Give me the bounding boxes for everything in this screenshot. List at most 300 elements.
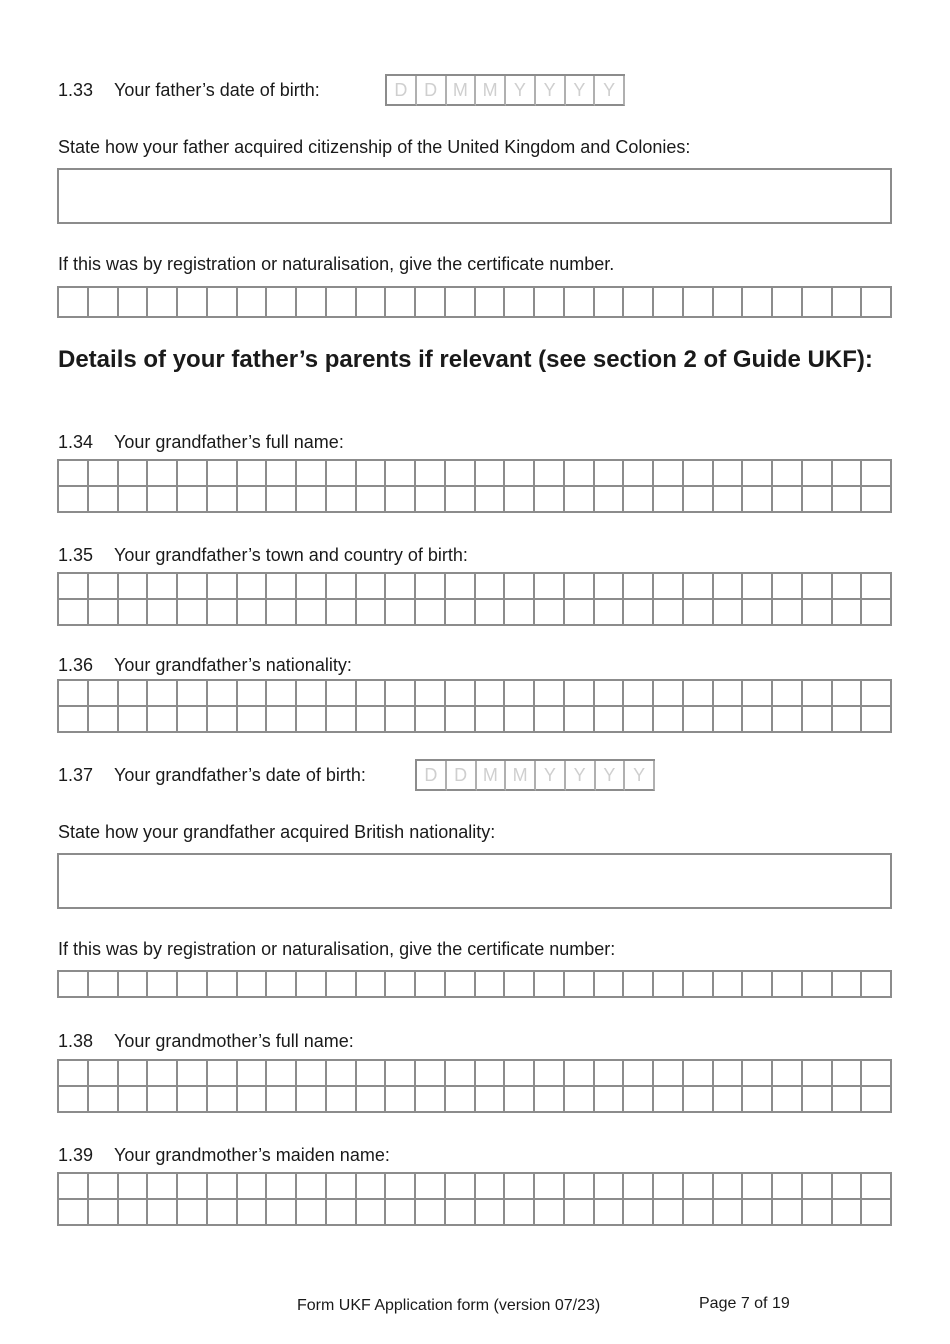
character-box[interactable] bbox=[624, 1174, 654, 1200]
character-box[interactable] bbox=[238, 972, 268, 998]
character-box[interactable] bbox=[59, 600, 89, 626]
character-box[interactable] bbox=[743, 707, 773, 733]
character-box[interactable] bbox=[565, 1061, 595, 1087]
character-box[interactable] bbox=[684, 461, 714, 487]
character-box[interactable] bbox=[89, 1087, 119, 1113]
character-box[interactable] bbox=[267, 574, 297, 600]
character-box[interactable] bbox=[297, 487, 327, 513]
character-box[interactable] bbox=[178, 600, 208, 626]
character-box[interactable] bbox=[743, 461, 773, 487]
grandfather-dob-input[interactable] bbox=[415, 759, 655, 791]
character-box[interactable] bbox=[59, 972, 89, 998]
character-box[interactable] bbox=[743, 1174, 773, 1200]
character-box[interactable] bbox=[386, 681, 416, 707]
character-box[interactable] bbox=[148, 461, 178, 487]
character-box[interactable] bbox=[148, 600, 178, 626]
character-box[interactable] bbox=[416, 707, 446, 733]
character-box[interactable] bbox=[684, 972, 714, 998]
character-box[interactable] bbox=[565, 1087, 595, 1113]
character-box[interactable] bbox=[357, 461, 387, 487]
character-box[interactable] bbox=[476, 1174, 506, 1200]
character-box[interactable] bbox=[803, 1087, 833, 1113]
character-box[interactable] bbox=[416, 487, 446, 513]
character-box[interactable] bbox=[238, 288, 268, 318]
character-box[interactable] bbox=[357, 707, 387, 733]
character-box[interactable] bbox=[148, 972, 178, 998]
character-box[interactable] bbox=[624, 1200, 654, 1226]
character-box[interactable] bbox=[714, 600, 744, 626]
character-box[interactable] bbox=[267, 600, 297, 626]
grandfather-birthplace-input[interactable] bbox=[57, 572, 892, 626]
character-box[interactable] bbox=[684, 574, 714, 600]
character-box[interactable] bbox=[446, 707, 476, 733]
character-box[interactable] bbox=[297, 574, 327, 600]
character-box[interactable] bbox=[59, 1200, 89, 1226]
character-box[interactable] bbox=[535, 1087, 565, 1113]
character-box[interactable] bbox=[803, 1200, 833, 1226]
grandfather-certificate-input[interactable] bbox=[57, 970, 892, 998]
character-box[interactable] bbox=[238, 1174, 268, 1200]
character-box[interactable] bbox=[327, 461, 357, 487]
character-box[interactable] bbox=[297, 1200, 327, 1226]
date-box[interactable]: M bbox=[506, 761, 536, 791]
character-box[interactable] bbox=[535, 600, 565, 626]
character-box[interactable] bbox=[773, 707, 803, 733]
character-box[interactable] bbox=[714, 681, 744, 707]
character-box[interactable] bbox=[327, 600, 357, 626]
character-box[interactable] bbox=[862, 1174, 892, 1200]
character-box[interactable] bbox=[59, 1174, 89, 1200]
character-box[interactable] bbox=[178, 461, 208, 487]
character-box[interactable] bbox=[505, 1061, 535, 1087]
character-box[interactable] bbox=[565, 487, 595, 513]
character-box[interactable] bbox=[357, 972, 387, 998]
character-box[interactable] bbox=[416, 600, 446, 626]
character-box[interactable] bbox=[327, 574, 357, 600]
character-box[interactable] bbox=[178, 1061, 208, 1087]
character-box[interactable] bbox=[505, 1200, 535, 1226]
character-box[interactable] bbox=[476, 972, 506, 998]
character-box[interactable] bbox=[684, 1174, 714, 1200]
character-box[interactable] bbox=[59, 707, 89, 733]
character-box[interactable] bbox=[535, 574, 565, 600]
character-box[interactable] bbox=[714, 707, 744, 733]
character-box[interactable] bbox=[119, 1061, 149, 1087]
character-box[interactable] bbox=[595, 681, 625, 707]
character-box[interactable] bbox=[803, 288, 833, 318]
character-box[interactable] bbox=[862, 972, 892, 998]
character-box[interactable] bbox=[416, 1174, 446, 1200]
character-box[interactable] bbox=[684, 681, 714, 707]
character-box[interactable] bbox=[476, 1200, 506, 1226]
character-box[interactable] bbox=[386, 1174, 416, 1200]
character-box[interactable] bbox=[59, 574, 89, 600]
character-box[interactable] bbox=[327, 972, 357, 998]
character-box[interactable] bbox=[773, 288, 803, 318]
character-box[interactable] bbox=[119, 1087, 149, 1113]
character-box[interactable] bbox=[535, 1061, 565, 1087]
character-box[interactable] bbox=[505, 487, 535, 513]
character-box[interactable] bbox=[803, 574, 833, 600]
character-box[interactable] bbox=[297, 972, 327, 998]
character-box[interactable] bbox=[743, 574, 773, 600]
character-box[interactable] bbox=[535, 487, 565, 513]
character-box[interactable] bbox=[505, 681, 535, 707]
character-box[interactable] bbox=[476, 487, 506, 513]
character-box[interactable] bbox=[565, 1174, 595, 1200]
character-box[interactable] bbox=[178, 574, 208, 600]
character-box[interactable] bbox=[833, 574, 863, 600]
character-box[interactable] bbox=[416, 1061, 446, 1087]
character-box[interactable] bbox=[476, 461, 506, 487]
character-box[interactable] bbox=[833, 1061, 863, 1087]
character-box[interactable] bbox=[357, 1174, 387, 1200]
character-box[interactable] bbox=[505, 707, 535, 733]
character-box[interactable] bbox=[178, 707, 208, 733]
character-box[interactable] bbox=[862, 574, 892, 600]
character-box[interactable] bbox=[773, 600, 803, 626]
character-box[interactable] bbox=[357, 288, 387, 318]
character-box[interactable] bbox=[357, 574, 387, 600]
character-box[interactable] bbox=[89, 1200, 119, 1226]
character-box[interactable] bbox=[833, 1087, 863, 1113]
character-box[interactable] bbox=[267, 972, 297, 998]
character-box[interactable] bbox=[833, 288, 863, 318]
character-box[interactable] bbox=[476, 681, 506, 707]
character-box[interactable] bbox=[148, 487, 178, 513]
character-box[interactable] bbox=[416, 1200, 446, 1226]
character-box[interactable] bbox=[59, 461, 89, 487]
character-box[interactable] bbox=[89, 972, 119, 998]
character-box[interactable] bbox=[178, 972, 208, 998]
character-box[interactable] bbox=[714, 1174, 744, 1200]
character-box[interactable] bbox=[208, 487, 238, 513]
character-box[interactable] bbox=[624, 487, 654, 513]
character-box[interactable] bbox=[178, 487, 208, 513]
character-box[interactable] bbox=[327, 707, 357, 733]
character-box[interactable] bbox=[535, 461, 565, 487]
character-box[interactable] bbox=[238, 487, 268, 513]
character-box[interactable] bbox=[743, 487, 773, 513]
character-box[interactable] bbox=[327, 288, 357, 318]
character-box[interactable] bbox=[684, 1061, 714, 1087]
character-box[interactable] bbox=[357, 600, 387, 626]
character-box[interactable] bbox=[505, 972, 535, 998]
character-box[interactable] bbox=[535, 1200, 565, 1226]
character-box[interactable] bbox=[267, 681, 297, 707]
character-box[interactable] bbox=[476, 574, 506, 600]
character-box[interactable] bbox=[743, 972, 773, 998]
character-box[interactable] bbox=[416, 972, 446, 998]
character-box[interactable] bbox=[654, 1087, 684, 1113]
character-box[interactable] bbox=[714, 1061, 744, 1087]
character-box[interactable] bbox=[148, 1200, 178, 1226]
character-box[interactable] bbox=[773, 681, 803, 707]
character-box[interactable] bbox=[119, 681, 149, 707]
character-box[interactable] bbox=[446, 487, 476, 513]
character-box[interactable] bbox=[773, 1200, 803, 1226]
character-box[interactable] bbox=[862, 1061, 892, 1087]
character-box[interactable] bbox=[59, 681, 89, 707]
character-box[interactable] bbox=[386, 461, 416, 487]
character-box[interactable] bbox=[505, 461, 535, 487]
character-box[interactable] bbox=[684, 288, 714, 318]
character-box[interactable] bbox=[654, 681, 684, 707]
character-box[interactable] bbox=[595, 707, 625, 733]
date-box[interactable]: M bbox=[447, 76, 477, 106]
character-box[interactable] bbox=[416, 574, 446, 600]
character-box[interactable] bbox=[803, 1174, 833, 1200]
character-box[interactable] bbox=[446, 1174, 476, 1200]
character-box[interactable] bbox=[773, 1174, 803, 1200]
character-box[interactable] bbox=[862, 487, 892, 513]
character-box[interactable] bbox=[208, 288, 238, 318]
character-box[interactable] bbox=[357, 1061, 387, 1087]
date-box[interactable]: D bbox=[417, 76, 447, 106]
character-box[interactable] bbox=[89, 681, 119, 707]
character-box[interactable] bbox=[833, 1174, 863, 1200]
character-box[interactable] bbox=[386, 1087, 416, 1113]
character-box[interactable] bbox=[416, 681, 446, 707]
character-box[interactable] bbox=[148, 1174, 178, 1200]
character-box[interactable] bbox=[803, 461, 833, 487]
character-box[interactable] bbox=[595, 1174, 625, 1200]
character-box[interactable] bbox=[833, 461, 863, 487]
character-box[interactable] bbox=[833, 972, 863, 998]
character-box[interactable] bbox=[862, 461, 892, 487]
character-box[interactable] bbox=[714, 574, 744, 600]
date-box[interactable]: Y bbox=[566, 761, 596, 791]
character-box[interactable] bbox=[505, 288, 535, 318]
character-box[interactable] bbox=[833, 681, 863, 707]
character-box[interactable] bbox=[833, 600, 863, 626]
character-box[interactable] bbox=[208, 600, 238, 626]
character-box[interactable] bbox=[238, 1200, 268, 1226]
character-box[interactable] bbox=[714, 972, 744, 998]
character-box[interactable] bbox=[178, 681, 208, 707]
character-box[interactable] bbox=[357, 1087, 387, 1113]
character-box[interactable] bbox=[446, 1087, 476, 1113]
character-box[interactable] bbox=[476, 1061, 506, 1087]
character-box[interactable] bbox=[505, 1087, 535, 1113]
character-box[interactable] bbox=[386, 1200, 416, 1226]
grandfather-nationality-input[interactable] bbox=[57, 679, 892, 733]
grandfather-nationality-acquired-textbox[interactable] bbox=[57, 853, 892, 909]
character-box[interactable] bbox=[624, 681, 654, 707]
character-box[interactable] bbox=[595, 461, 625, 487]
date-box[interactable]: Y bbox=[536, 761, 566, 791]
character-box[interactable] bbox=[833, 487, 863, 513]
character-box[interactable] bbox=[386, 1061, 416, 1087]
character-box[interactable] bbox=[267, 288, 297, 318]
character-box[interactable] bbox=[297, 707, 327, 733]
character-box[interactable] bbox=[654, 600, 684, 626]
character-box[interactable] bbox=[773, 1061, 803, 1087]
character-box[interactable] bbox=[833, 1200, 863, 1226]
character-box[interactable] bbox=[565, 461, 595, 487]
character-box[interactable] bbox=[327, 487, 357, 513]
character-box[interactable] bbox=[446, 461, 476, 487]
character-box[interactable] bbox=[386, 574, 416, 600]
character-box[interactable] bbox=[595, 972, 625, 998]
character-box[interactable] bbox=[595, 487, 625, 513]
character-box[interactable] bbox=[119, 487, 149, 513]
character-box[interactable] bbox=[773, 461, 803, 487]
character-box[interactable] bbox=[238, 574, 268, 600]
grandfather-full-name-input[interactable] bbox=[57, 459, 892, 513]
character-box[interactable] bbox=[89, 707, 119, 733]
character-box[interactable] bbox=[862, 1200, 892, 1226]
character-box[interactable] bbox=[803, 487, 833, 513]
character-box[interactable] bbox=[148, 574, 178, 600]
character-box[interactable] bbox=[119, 600, 149, 626]
character-box[interactable] bbox=[327, 1061, 357, 1087]
character-box[interactable] bbox=[803, 1061, 833, 1087]
character-box[interactable] bbox=[238, 681, 268, 707]
character-box[interactable] bbox=[59, 288, 89, 318]
date-box[interactable]: Y bbox=[506, 76, 536, 106]
character-box[interactable] bbox=[386, 707, 416, 733]
character-box[interactable] bbox=[476, 288, 506, 318]
character-box[interactable] bbox=[565, 972, 595, 998]
character-box[interactable] bbox=[535, 681, 565, 707]
character-box[interactable] bbox=[238, 707, 268, 733]
character-box[interactable] bbox=[803, 707, 833, 733]
character-box[interactable] bbox=[89, 487, 119, 513]
character-box[interactable] bbox=[535, 707, 565, 733]
father-citizenship-textbox[interactable] bbox=[57, 168, 892, 224]
character-box[interactable] bbox=[743, 288, 773, 318]
character-box[interactable] bbox=[565, 707, 595, 733]
character-box[interactable] bbox=[624, 1087, 654, 1113]
father-certificate-input[interactable] bbox=[57, 286, 892, 318]
date-box[interactable]: D bbox=[387, 76, 417, 106]
character-box[interactable] bbox=[208, 972, 238, 998]
character-box[interactable] bbox=[238, 600, 268, 626]
character-box[interactable] bbox=[535, 972, 565, 998]
character-box[interactable] bbox=[297, 288, 327, 318]
character-box[interactable] bbox=[267, 1200, 297, 1226]
character-box[interactable] bbox=[743, 681, 773, 707]
character-box[interactable] bbox=[148, 707, 178, 733]
character-box[interactable] bbox=[595, 1061, 625, 1087]
character-box[interactable] bbox=[327, 1174, 357, 1200]
character-box[interactable] bbox=[803, 600, 833, 626]
character-box[interactable] bbox=[684, 1087, 714, 1113]
character-box[interactable] bbox=[446, 972, 476, 998]
character-box[interactable] bbox=[208, 1061, 238, 1087]
character-box[interactable] bbox=[773, 574, 803, 600]
character-box[interactable] bbox=[505, 600, 535, 626]
character-box[interactable] bbox=[773, 487, 803, 513]
character-box[interactable] bbox=[267, 707, 297, 733]
character-box[interactable] bbox=[238, 1087, 268, 1113]
character-box[interactable] bbox=[178, 1200, 208, 1226]
date-box[interactable]: D bbox=[417, 761, 447, 791]
character-box[interactable] bbox=[803, 972, 833, 998]
character-box[interactable] bbox=[505, 1174, 535, 1200]
character-box[interactable] bbox=[624, 288, 654, 318]
character-box[interactable] bbox=[119, 1174, 149, 1200]
character-box[interactable] bbox=[267, 487, 297, 513]
character-box[interactable] bbox=[565, 600, 595, 626]
character-box[interactable] bbox=[178, 288, 208, 318]
character-box[interactable] bbox=[238, 1061, 268, 1087]
character-box[interactable] bbox=[327, 1200, 357, 1226]
character-box[interactable] bbox=[148, 681, 178, 707]
character-box[interactable] bbox=[833, 707, 863, 733]
character-box[interactable] bbox=[208, 1087, 238, 1113]
character-box[interactable] bbox=[327, 681, 357, 707]
character-box[interactable] bbox=[119, 461, 149, 487]
character-box[interactable] bbox=[178, 1087, 208, 1113]
character-box[interactable] bbox=[654, 1061, 684, 1087]
character-box[interactable] bbox=[446, 681, 476, 707]
character-box[interactable] bbox=[862, 681, 892, 707]
character-box[interactable] bbox=[595, 1200, 625, 1226]
character-box[interactable] bbox=[357, 681, 387, 707]
grandmother-full-name-input[interactable] bbox=[57, 1059, 892, 1113]
character-box[interactable] bbox=[297, 600, 327, 626]
character-box[interactable] bbox=[654, 574, 684, 600]
character-box[interactable] bbox=[267, 1061, 297, 1087]
character-box[interactable] bbox=[208, 707, 238, 733]
character-box[interactable] bbox=[59, 1087, 89, 1113]
character-box[interactable] bbox=[535, 288, 565, 318]
character-box[interactable] bbox=[297, 1061, 327, 1087]
character-box[interactable] bbox=[684, 487, 714, 513]
character-box[interactable] bbox=[654, 461, 684, 487]
character-box[interactable] bbox=[89, 600, 119, 626]
date-box[interactable]: M bbox=[477, 761, 507, 791]
character-box[interactable] bbox=[208, 461, 238, 487]
character-box[interactable] bbox=[208, 681, 238, 707]
date-box[interactable]: M bbox=[476, 76, 506, 106]
character-box[interactable] bbox=[267, 1087, 297, 1113]
character-box[interactable] bbox=[476, 600, 506, 626]
character-box[interactable] bbox=[803, 681, 833, 707]
character-box[interactable] bbox=[89, 461, 119, 487]
character-box[interactable] bbox=[624, 461, 654, 487]
character-box[interactable] bbox=[416, 1087, 446, 1113]
character-box[interactable] bbox=[535, 1174, 565, 1200]
character-box[interactable] bbox=[743, 1200, 773, 1226]
character-box[interactable] bbox=[565, 574, 595, 600]
father-dob-input[interactable] bbox=[385, 74, 625, 106]
character-box[interactable] bbox=[654, 1200, 684, 1226]
character-box[interactable] bbox=[743, 1061, 773, 1087]
character-box[interactable] bbox=[743, 1087, 773, 1113]
character-box[interactable] bbox=[416, 461, 446, 487]
character-box[interactable] bbox=[267, 1174, 297, 1200]
date-box[interactable]: D bbox=[447, 761, 477, 791]
character-box[interactable] bbox=[119, 1200, 149, 1226]
character-box[interactable] bbox=[386, 972, 416, 998]
character-box[interactable] bbox=[773, 1087, 803, 1113]
character-box[interactable] bbox=[773, 972, 803, 998]
character-box[interactable] bbox=[59, 487, 89, 513]
character-box[interactable] bbox=[119, 972, 149, 998]
character-box[interactable] bbox=[416, 288, 446, 318]
character-box[interactable] bbox=[446, 1200, 476, 1226]
character-box[interactable] bbox=[297, 1174, 327, 1200]
character-box[interactable] bbox=[714, 1087, 744, 1113]
character-box[interactable] bbox=[446, 600, 476, 626]
character-box[interactable] bbox=[119, 707, 149, 733]
character-box[interactable] bbox=[89, 1061, 119, 1087]
date-box[interactable]: Y bbox=[566, 76, 596, 106]
character-box[interactable] bbox=[297, 681, 327, 707]
